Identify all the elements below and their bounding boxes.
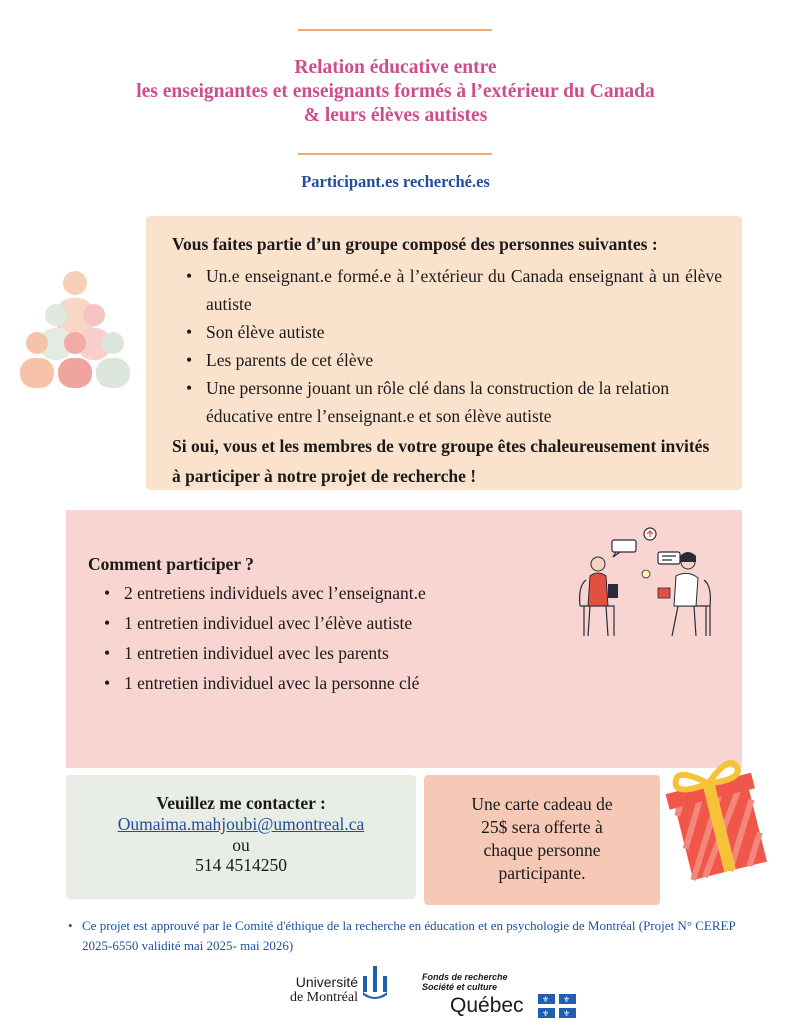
gift-line: Une carte cadeau de	[471, 794, 613, 814]
list-item: • 1 entretien individuel avec les parents	[124, 638, 426, 668]
eligibility-box	[146, 216, 742, 490]
gift-icon	[664, 752, 774, 882]
contact-box	[66, 775, 416, 899]
frq-societe-culture-logo	[422, 972, 571, 1018]
interview-illustration-icon	[576, 526, 726, 644]
svg-text:⚜: ⚜	[542, 995, 550, 1004]
contact-or-text: ou	[232, 835, 250, 855]
list-item: • 1 entretien individuel avec l’élève autiste	[124, 608, 426, 638]
top-divider	[298, 29, 492, 31]
participation-box	[66, 510, 742, 768]
um-logo-text: de Montréal	[289, 990, 358, 1005]
svg-text:⚜: ⚜	[563, 1009, 571, 1018]
quebec-wordmark: Québec	[450, 994, 524, 1017]
title-line: Relation éducative entre	[294, 57, 497, 78]
participation-heading: Comment participer ?	[88, 554, 254, 574]
list-item: • Son élève autiste	[206, 318, 722, 346]
title-line: les enseignantes et enseignants formés à l’extérieur du Canada	[136, 81, 655, 102]
gift-line: chaque personne	[483, 840, 601, 860]
participation-list	[88, 578, 426, 698]
frq-logo-text: Société et culture	[422, 982, 498, 992]
gift-card-box	[424, 775, 660, 905]
eligibility-list	[172, 262, 722, 430]
contact-email-link[interactable]: Oumaima.mahjoubi@umontreal.ca	[117, 814, 365, 834]
invitation-text: Si oui, vous et les membres de votre groupe êtes chaleureusement invités à participer à notre projet de recherche !	[172, 436, 710, 486]
contact-phone: 514 4514250	[195, 855, 287, 875]
gift-line: 25$ sera offerte à	[481, 817, 603, 837]
title-line: & leurs élèves autistes	[303, 105, 488, 126]
frq-logo-text: Fonds de recherche	[422, 972, 508, 982]
svg-text:⚜: ⚜	[542, 1009, 550, 1018]
um-emblem-icon	[360, 966, 390, 1000]
gift-line: participante.	[498, 863, 586, 883]
list-item: • Les parents de cet élève	[206, 346, 722, 374]
um-logo-text: Université	[295, 974, 358, 990]
people-group-icon	[16, 270, 134, 392]
list-item: • Un.e enseignant.e formé.e à l’extérieur du Canada enseignant à un élève autiste	[206, 262, 722, 318]
list-item: • 2 entretiens individuels avec l’enseignant.e	[124, 578, 426, 608]
svg-text:⚜: ⚜	[563, 995, 571, 1004]
list-item: • 1 entretien individuel avec la personne clé	[124, 668, 426, 698]
eligibility-heading: Vous faites partie d’un groupe composé des personnes suivantes :	[172, 234, 658, 254]
ethics-footnote: • Ce projet est approuvé par le Comité d'éthique de la recherche en éducation et en psychologie de Montréal (Projet N° CEREP 2025-6550 validité mai 2025- mai 2026)	[82, 916, 742, 956]
contact-heading: Veuillez me contacter :	[156, 793, 326, 813]
list-item: • Une personne jouant un rôle clé dans la construction de la relation éducative entre l’enseignant.e et son élève autiste	[206, 374, 722, 430]
title-divider	[298, 153, 492, 155]
page-title	[0, 56, 791, 128]
quebec-flag-icon	[538, 994, 576, 1018]
page-subtitle: Participant.es recherché.es	[301, 172, 490, 191]
